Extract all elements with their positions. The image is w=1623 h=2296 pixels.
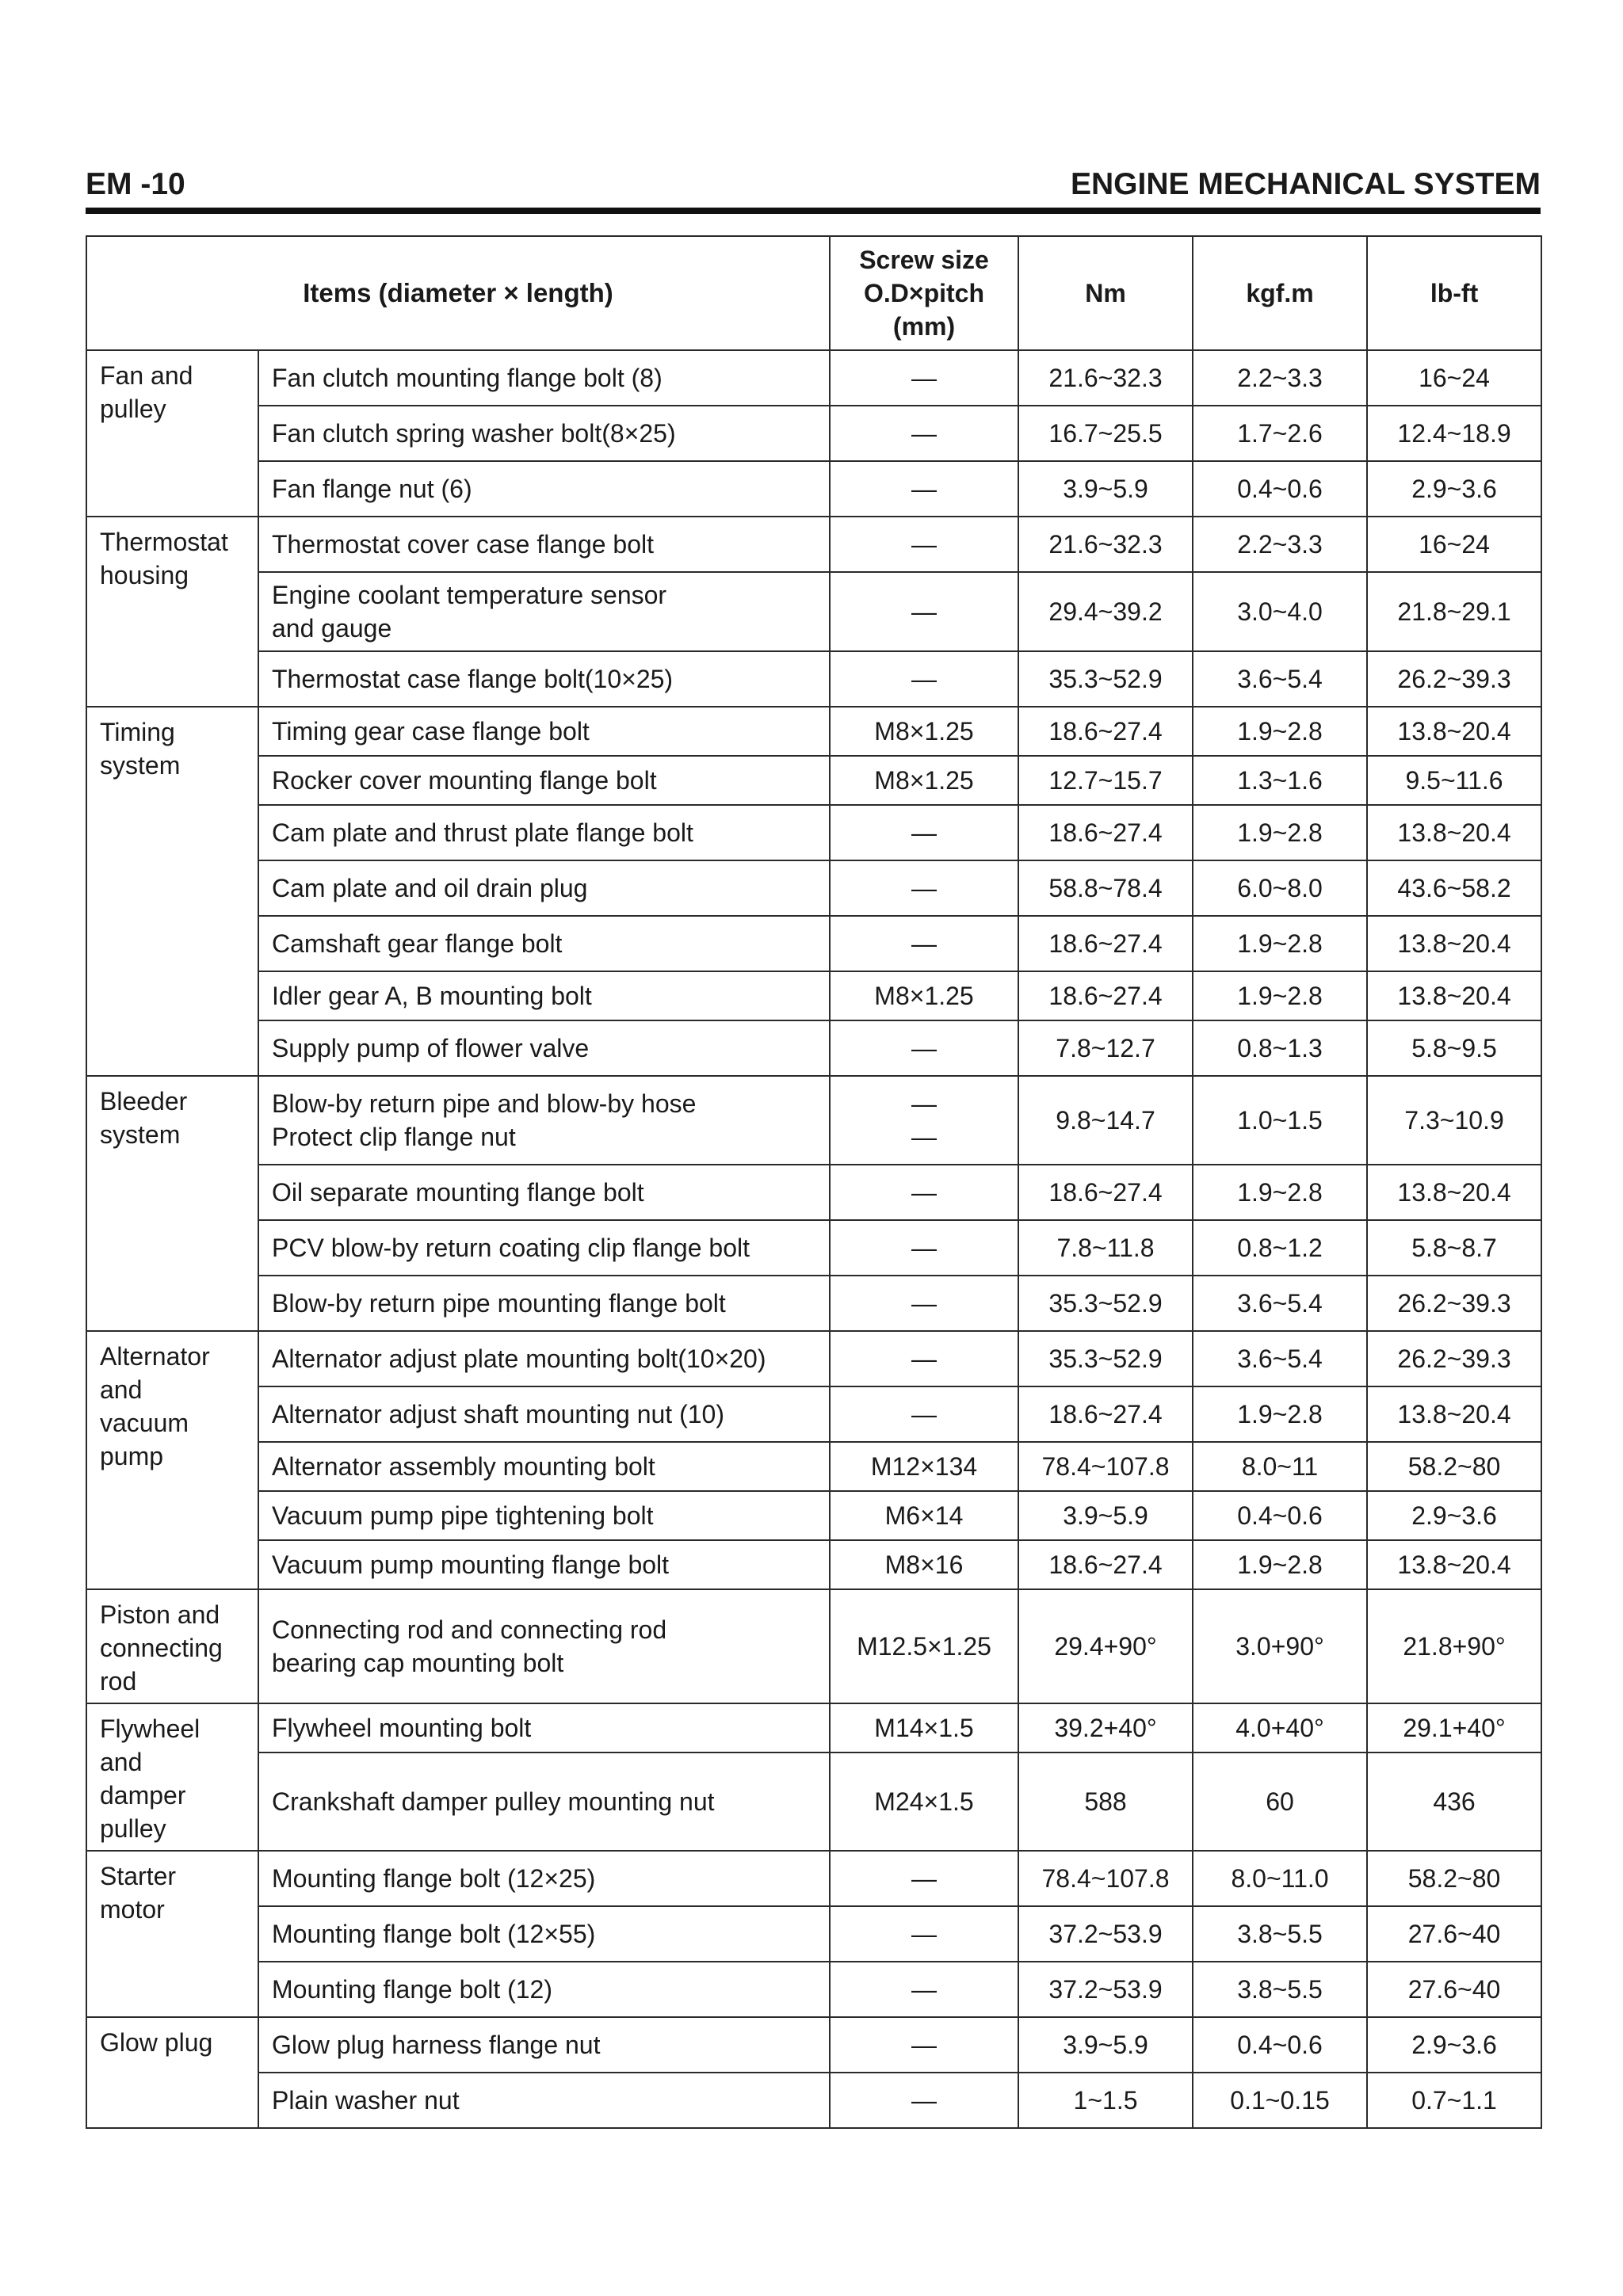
nm-cell: 78.4~107.8 — [1018, 1851, 1193, 1906]
screw-size-cell: M8×1.25 — [830, 707, 1018, 756]
table-row — [86, 756, 1541, 805]
lbft-cell: 16~24 — [1367, 350, 1541, 406]
table-row — [86, 406, 1541, 461]
lbft-cell: 7.3~10.9 — [1367, 1076, 1541, 1165]
screw-size-cell: M24×1.5 — [830, 1753, 1018, 1851]
screw-size-cell: — — — [830, 1076, 1018, 1165]
table-row — [86, 1276, 1541, 1331]
lbft-cell: 0.7~1.1 — [1367, 2073, 1541, 2128]
item-cell: Blow-by return pipe mounting flange bolt — [258, 1276, 830, 1331]
table-row — [86, 860, 1541, 916]
item-cell: Crankshaft damper pulley mounting nut — [258, 1753, 830, 1851]
kgfm-cell: 2.2~3.3 — [1193, 517, 1367, 572]
screw-size-cell: — — [830, 1906, 1018, 1962]
item-cell: Thermostat case flange bolt(10×25) — [258, 651, 830, 707]
screw-size-cell: — — [830, 1220, 1018, 1276]
table-row — [86, 517, 1541, 572]
screw-size-cell: M12.5×1.25 — [830, 1589, 1018, 1703]
table-row — [86, 1703, 1541, 1753]
kgfm-cell: 60 — [1193, 1753, 1367, 1851]
screw-size-cell: — — [830, 1386, 1018, 1442]
table-row — [86, 1076, 1541, 1165]
table-row — [86, 916, 1541, 971]
item-cell: Alternator assembly mounting bolt — [258, 1442, 830, 1491]
nm-cell: 78.4~107.8 — [1018, 1442, 1193, 1491]
lbft-cell: 26.2~39.3 — [1367, 1331, 1541, 1386]
nm-cell: 18.6~27.4 — [1018, 916, 1193, 971]
kgfm-cell: 1.0~1.5 — [1193, 1076, 1367, 1165]
table-row — [86, 461, 1541, 517]
screw-size-cell: — — [830, 517, 1018, 572]
nm-cell: 588 — [1018, 1753, 1193, 1851]
screw-size-cell: — — [830, 2073, 1018, 2128]
kgfm-cell: 1.9~2.8 — [1193, 1165, 1367, 1220]
nm-cell: 21.6~32.3 — [1018, 350, 1193, 406]
lbft-cell: 27.6~40 — [1367, 1962, 1541, 2017]
lbft-cell: 436 — [1367, 1753, 1541, 1851]
kgfm-cell: 3.0+90° — [1193, 1589, 1367, 1703]
lbft-cell: 26.2~39.3 — [1367, 1276, 1541, 1331]
nm-cell: 35.3~52.9 — [1018, 651, 1193, 707]
lbft-cell: 13.8~20.4 — [1367, 1165, 1541, 1220]
header-rule — [86, 208, 1541, 214]
item-cell: Flywheel mounting bolt — [258, 1703, 830, 1753]
kgfm-cell: 3.8~5.5 — [1193, 1962, 1367, 2017]
nm-cell: 3.9~5.9 — [1018, 2017, 1193, 2073]
kgfm-cell: 3.6~5.4 — [1193, 1331, 1367, 1386]
screw-size-cell: M8×16 — [830, 1540, 1018, 1589]
group-label: Flywheel and damper pulley — [86, 1703, 258, 1851]
lbft-cell: 27.6~40 — [1367, 1906, 1541, 1962]
screw-size-cell: — — [830, 350, 1018, 406]
group-label: Piston and connecting rod — [86, 1589, 258, 1703]
table-row — [86, 1851, 1541, 1906]
nm-cell: 1~1.5 — [1018, 2073, 1193, 2128]
screw-size-cell: M12×134 — [830, 1442, 1018, 1491]
col-header-nm: Nm — [1018, 236, 1193, 350]
nm-cell: 39.2+40° — [1018, 1703, 1193, 1753]
screw-size-cell: — — [830, 1276, 1018, 1331]
nm-cell: 35.3~52.9 — [1018, 1276, 1193, 1331]
item-cell: Alternator adjust plate mounting bolt(10×20) — [258, 1331, 830, 1386]
kgfm-cell: 1.9~2.8 — [1193, 1540, 1367, 1589]
kgfm-cell: 3.0~4.0 — [1193, 572, 1367, 651]
col-header-screw-size: Screw size O.D×pitch (mm) — [830, 236, 1018, 350]
group-label: Alternator and vacuum pump — [86, 1331, 258, 1589]
nm-cell: 21.6~32.3 — [1018, 517, 1193, 572]
lbft-cell: 58.2~80 — [1367, 1851, 1541, 1906]
nm-cell: 35.3~52.9 — [1018, 1331, 1193, 1386]
lbft-cell: 2.9~3.6 — [1367, 1491, 1541, 1540]
nm-cell: 37.2~53.9 — [1018, 1906, 1193, 1962]
item-cell: Blow-by return pipe and blow-by hose Protect clip flange nut — [258, 1076, 830, 1165]
kgfm-cell: 0.4~0.6 — [1193, 1491, 1367, 1540]
kgfm-cell: 0.4~0.6 — [1193, 461, 1367, 517]
kgfm-cell: 2.2~3.3 — [1193, 350, 1367, 406]
screw-size-cell: — — [830, 461, 1018, 517]
screw-size-cell: — — [830, 1331, 1018, 1386]
table-row — [86, 2073, 1541, 2128]
nm-cell: 18.6~27.4 — [1018, 805, 1193, 860]
kgfm-cell: 1.3~1.6 — [1193, 756, 1367, 805]
screw-size-cell: M8×1.25 — [830, 971, 1018, 1020]
lbft-cell: 12.4~18.9 — [1367, 406, 1541, 461]
lbft-cell: 2.9~3.6 — [1367, 2017, 1541, 2073]
group-label: Timing system — [86, 707, 258, 1076]
lbft-cell: 21.8+90° — [1367, 1589, 1541, 1703]
item-cell: Camshaft gear flange bolt — [258, 916, 830, 971]
nm-cell: 18.6~27.4 — [1018, 1540, 1193, 1589]
lbft-cell: 26.2~39.3 — [1367, 651, 1541, 707]
table-row — [86, 1165, 1541, 1220]
item-cell: Oil separate mounting flange bolt — [258, 1165, 830, 1220]
lbft-cell: 29.1+40° — [1367, 1703, 1541, 1753]
screw-size-cell: M14×1.5 — [830, 1703, 1018, 1753]
nm-cell: 16.7~25.5 — [1018, 406, 1193, 461]
screw-size-cell: M8×1.25 — [830, 756, 1018, 805]
screw-size-cell: — — [830, 1851, 1018, 1906]
section-title: ENGINE MECHANICAL SYSTEM — [1071, 167, 1541, 201]
item-cell: Mounting flange bolt (12×25) — [258, 1851, 830, 1906]
table-row — [86, 707, 1541, 756]
item-cell: Idler gear A, B mounting bolt — [258, 971, 830, 1020]
nm-cell: 12.7~15.7 — [1018, 756, 1193, 805]
lbft-cell: 13.8~20.4 — [1367, 1386, 1541, 1442]
nm-cell: 29.4+90° — [1018, 1589, 1193, 1703]
item-cell: Mounting flange bolt (12) — [258, 1962, 830, 2017]
table-body — [86, 350, 1541, 2128]
item-cell: Cam plate and thrust plate flange bolt — [258, 805, 830, 860]
item-cell: Fan clutch mounting flange bolt (8) — [258, 350, 830, 406]
col-header-lbft: lb-ft — [1367, 236, 1541, 350]
kgfm-cell: 3.6~5.4 — [1193, 1276, 1367, 1331]
item-cell: Fan flange nut (6) — [258, 461, 830, 517]
col-header-items: Items (diameter × length) — [86, 236, 830, 350]
torque-spec-table — [86, 235, 1542, 2129]
table-row — [86, 1491, 1541, 1540]
lbft-cell: 13.8~20.4 — [1367, 971, 1541, 1020]
nm-cell: 18.6~27.4 — [1018, 1386, 1193, 1442]
page-header — [86, 165, 1541, 204]
kgfm-cell: 1.7~2.6 — [1193, 406, 1367, 461]
item-cell: Connecting rod and connecting rod bearing cap mounting bolt — [258, 1589, 830, 1703]
kgfm-cell: 4.0+40° — [1193, 1703, 1367, 1753]
kgfm-cell: 0.8~1.2 — [1193, 1220, 1367, 1276]
nm-cell: 7.8~11.8 — [1018, 1220, 1193, 1276]
lbft-cell: 13.8~20.4 — [1367, 707, 1541, 756]
item-cell: Alternator adjust shaft mounting nut (10) — [258, 1386, 830, 1442]
kgfm-cell: 0.4~0.6 — [1193, 2017, 1367, 2073]
col-header-kgfm: kgf.m — [1193, 236, 1367, 350]
screw-size-cell: M6×14 — [830, 1491, 1018, 1540]
lbft-cell: 5.8~9.5 — [1367, 1020, 1541, 1076]
nm-cell: 3.9~5.9 — [1018, 461, 1193, 517]
table-row — [86, 350, 1541, 406]
lbft-cell: 13.8~20.4 — [1367, 1540, 1541, 1589]
item-cell: Glow plug harness flange nut — [258, 2017, 830, 2073]
item-cell: Cam plate and oil drain plug — [258, 860, 830, 916]
table-row — [86, 1906, 1541, 1962]
table-row — [86, 971, 1541, 1020]
table-row — [86, 1442, 1541, 1491]
screw-size-cell: — — [830, 651, 1018, 707]
table-row — [86, 572, 1541, 651]
kgfm-cell: 0.8~1.3 — [1193, 1020, 1367, 1076]
screw-size-cell: — — [830, 860, 1018, 916]
item-cell: Plain washer nut — [258, 2073, 830, 2128]
kgfm-cell: 1.9~2.8 — [1193, 805, 1367, 860]
nm-cell: 3.9~5.9 — [1018, 1491, 1193, 1540]
nm-cell: 18.6~27.4 — [1018, 707, 1193, 756]
group-label: Fan and pulley — [86, 350, 258, 517]
group-label: Thermostat housing — [86, 517, 258, 707]
kgfm-cell: 1.9~2.8 — [1193, 916, 1367, 971]
table-row — [86, 1220, 1541, 1276]
kgfm-cell: 6.0~8.0 — [1193, 860, 1367, 916]
table-row — [86, 2017, 1541, 2073]
table-row — [86, 1331, 1541, 1386]
kgfm-cell: 8.0~11 — [1193, 1442, 1367, 1491]
lbft-cell: 21.8~29.1 — [1367, 572, 1541, 651]
table-row — [86, 1386, 1541, 1442]
item-cell: Vacuum pump pipe tightening bolt — [258, 1491, 830, 1540]
lbft-cell: 58.2~80 — [1367, 1442, 1541, 1491]
item-cell: Engine coolant temperature sensor and gauge — [258, 572, 830, 651]
lbft-cell: 43.6~58.2 — [1367, 860, 1541, 916]
kgfm-cell: 1.9~2.8 — [1193, 971, 1367, 1020]
group-label: Bleeder system — [86, 1076, 258, 1331]
table-row — [86, 651, 1541, 707]
nm-cell: 18.6~27.4 — [1018, 1165, 1193, 1220]
screw-size-cell: — — [830, 1165, 1018, 1220]
screw-size-cell: — — [830, 572, 1018, 651]
table-row — [86, 1540, 1541, 1589]
table-row — [86, 1020, 1541, 1076]
lbft-cell: 2.9~3.6 — [1367, 461, 1541, 517]
kgfm-cell: 3.8~5.5 — [1193, 1906, 1367, 1962]
group-label: Starter motor — [86, 1851, 258, 2017]
nm-cell: 29.4~39.2 — [1018, 572, 1193, 651]
lbft-cell: 9.5~11.6 — [1367, 756, 1541, 805]
lbft-cell: 13.8~20.4 — [1367, 805, 1541, 860]
item-cell: Timing gear case flange bolt — [258, 707, 830, 756]
table-row — [86, 1962, 1541, 2017]
kgfm-cell: 0.1~0.15 — [1193, 2073, 1367, 2128]
nm-cell: 37.2~53.9 — [1018, 1962, 1193, 2017]
item-cell: Fan clutch spring washer bolt(8×25) — [258, 406, 830, 461]
item-cell: Mounting flange bolt (12×55) — [258, 1906, 830, 1962]
lbft-cell: 5.8~8.7 — [1367, 1220, 1541, 1276]
lbft-cell: 16~24 — [1367, 517, 1541, 572]
item-cell: Thermostat cover case flange bolt — [258, 517, 830, 572]
item-cell: Rocker cover mounting flange bolt — [258, 756, 830, 805]
item-cell: PCV blow-by return coating clip flange bolt — [258, 1220, 830, 1276]
item-cell: Vacuum pump mounting flange bolt — [258, 1540, 830, 1589]
table-row — [86, 805, 1541, 860]
screw-size-cell: — — [830, 1962, 1018, 2017]
table-row — [86, 1589, 1541, 1703]
group-label: Glow plug — [86, 2017, 258, 2128]
screw-size-cell: — — [830, 2017, 1018, 2073]
kgfm-cell: 8.0~11.0 — [1193, 1851, 1367, 1906]
nm-cell: 18.6~27.4 — [1018, 971, 1193, 1020]
screw-size-cell: — — [830, 916, 1018, 971]
table-row — [86, 1753, 1541, 1851]
screw-size-cell: — — [830, 406, 1018, 461]
screw-size-cell: — — [830, 805, 1018, 860]
lbft-cell: 13.8~20.4 — [1367, 916, 1541, 971]
kgfm-cell: 3.6~5.4 — [1193, 651, 1367, 707]
nm-cell: 7.8~12.7 — [1018, 1020, 1193, 1076]
kgfm-cell: 1.9~2.8 — [1193, 707, 1367, 756]
page-code: EM -10 — [86, 167, 185, 201]
table-header-row — [86, 236, 1541, 350]
kgfm-cell: 1.9~2.8 — [1193, 1386, 1367, 1442]
screw-size-cell: — — [830, 1020, 1018, 1076]
nm-cell: 58.8~78.4 — [1018, 860, 1193, 916]
item-cell: Supply pump of flower valve — [258, 1020, 830, 1076]
nm-cell: 9.8~14.7 — [1018, 1076, 1193, 1165]
